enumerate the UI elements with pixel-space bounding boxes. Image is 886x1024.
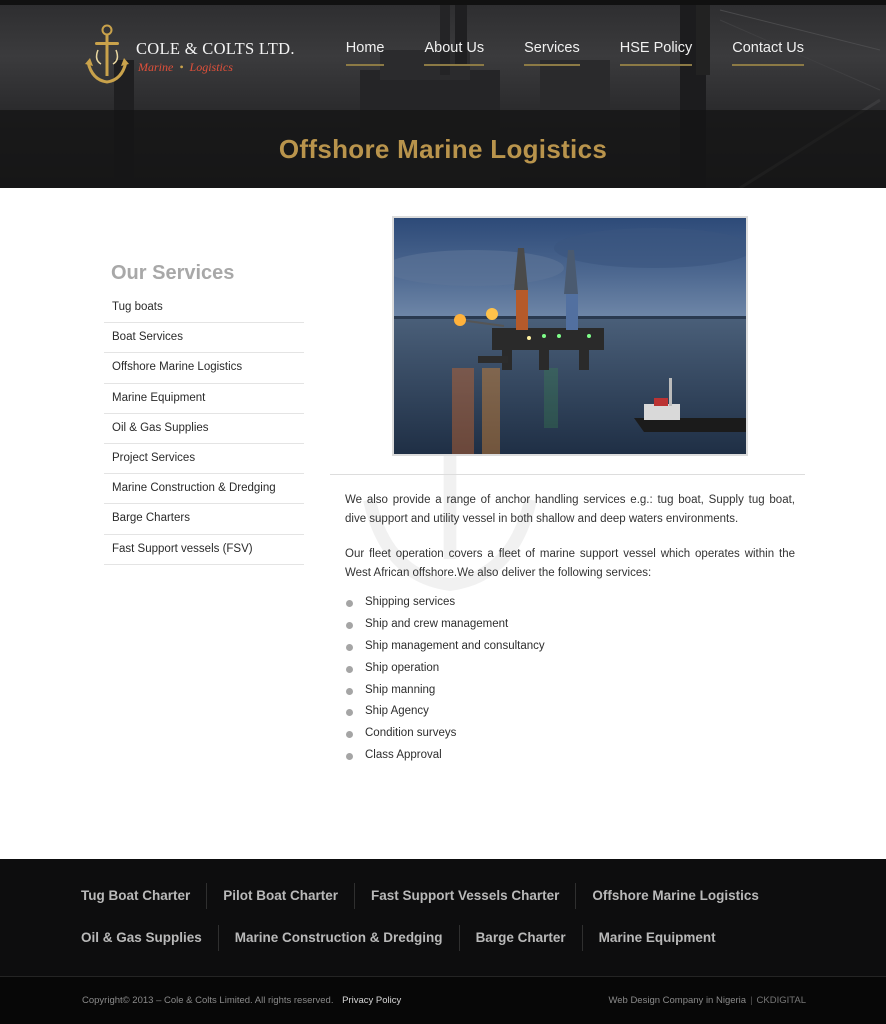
nav-about-us[interactable]: About Us (424, 40, 484, 66)
brand-name: COLE & COLTS LTD. (136, 39, 295, 58)
services-description (345, 491, 795, 599)
designer-credit (608, 995, 806, 1006)
main-nav (346, 40, 804, 66)
sidebar-item-barge-charters[interactable]: Barge Charters (104, 504, 304, 534)
bullet-item: Ship operation (345, 658, 545, 680)
footer-link-oil-gas-supplies[interactable]: Oil & Gas Supplies (81, 930, 202, 945)
footer-links-row-2 (65, 925, 732, 951)
content-divider (330, 474, 805, 475)
tagline-marine: Marine (138, 60, 174, 74)
copyright (82, 995, 401, 1006)
footer-link-tug-boat-charter[interactable]: Tug Boat Charter (81, 888, 191, 903)
nav-home[interactable]: Home (346, 40, 385, 66)
sidebar-list (104, 293, 304, 565)
credit-brand[interactable]: CKDIGITAL (756, 995, 806, 1006)
bullet-item: Class Approval (345, 745, 545, 767)
services-bullet-list (345, 592, 545, 767)
sidebar-item-marine-construction[interactable]: Marine Construction & Dredging (104, 474, 304, 504)
description-paragraph-1: We also provide a range of anchor handling services e.g.: tug boat, Supply tug boat, dive support and utility vessel in both shallow and deep waters environments. (345, 494, 795, 525)
tagline-separator: • (179, 60, 184, 74)
bullet-item: Ship manning (345, 680, 545, 702)
bullet-item: Ship Agency (345, 701, 545, 723)
page-title: Offshore Marine Logistics (278, 134, 608, 164)
sidebar-item-project-services[interactable]: Project Services (104, 444, 304, 474)
footer-link-fast-support-vessels-charter[interactable]: Fast Support Vessels Charter (354, 883, 575, 909)
credit-separator: | (750, 995, 753, 1006)
footer-links-panel (0, 859, 886, 976)
credit-text[interactable]: Web Design Company in Nigeria (608, 995, 747, 1006)
footer-link-offshore-marine-logistics[interactable]: Offshore Marine Logistics (575, 883, 775, 909)
footer-link-marine-construction[interactable]: Marine Construction & Dredging (218, 925, 459, 951)
anchor-logo-icon (84, 22, 130, 88)
offshore-rig-photo (392, 216, 748, 456)
nav-services[interactable]: Services (524, 40, 580, 66)
sidebar-item-oil-gas-supplies[interactable]: Oil & Gas Supplies (104, 414, 304, 444)
description-paragraph-2: Our fleet operation covers a fleet of marine support vessel which operates within the West African offshore.We also deliver the following services: (345, 548, 795, 579)
privacy-policy-link[interactable]: Privacy Policy (342, 995, 402, 1006)
services-sidebar (104, 262, 304, 565)
nav-contact-us[interactable]: Contact Us (732, 40, 804, 66)
copyright-text: Copyright© 2013 – Cole & Colts Limited. All rights reserved. (82, 995, 334, 1006)
sidebar-item-tug-boats[interactable]: Tug boats (104, 293, 304, 323)
sidebar-item-marine-equipment[interactable]: Marine Equipment (104, 384, 304, 414)
brand-tagline (138, 60, 233, 75)
footer-bottom-bar (0, 976, 886, 1024)
header-hero (0, 0, 886, 188)
sidebar-item-offshore-marine-logistics[interactable]: Offshore Marine Logistics (104, 353, 304, 383)
bullet-item: Condition surveys (345, 723, 545, 745)
footer-link-pilot-boat-charter[interactable]: Pilot Boat Charter (206, 883, 354, 909)
bullet-item: Ship and crew management (345, 614, 545, 636)
sidebar-item-fast-support-vessels[interactable]: Fast Support vessels (FSV) (104, 535, 304, 565)
oil-rig-image (394, 218, 746, 454)
footer-link-marine-equipment[interactable]: Marine Equipment (582, 925, 732, 951)
sidebar-heading: Our Services (111, 262, 235, 284)
nav-hse-policy[interactable]: HSE Policy (620, 40, 693, 66)
bullet-item: Shipping services (345, 592, 545, 614)
site-logo[interactable] (84, 22, 314, 88)
sidebar-item-boat-services[interactable]: Boat Services (104, 323, 304, 353)
bullet-item: Ship management and consultancy (345, 636, 545, 658)
footer-link-barge-charter[interactable]: Barge Charter (459, 925, 582, 951)
tagline-logistics: Logistics (189, 60, 233, 74)
footer-links-row-1 (65, 883, 775, 909)
